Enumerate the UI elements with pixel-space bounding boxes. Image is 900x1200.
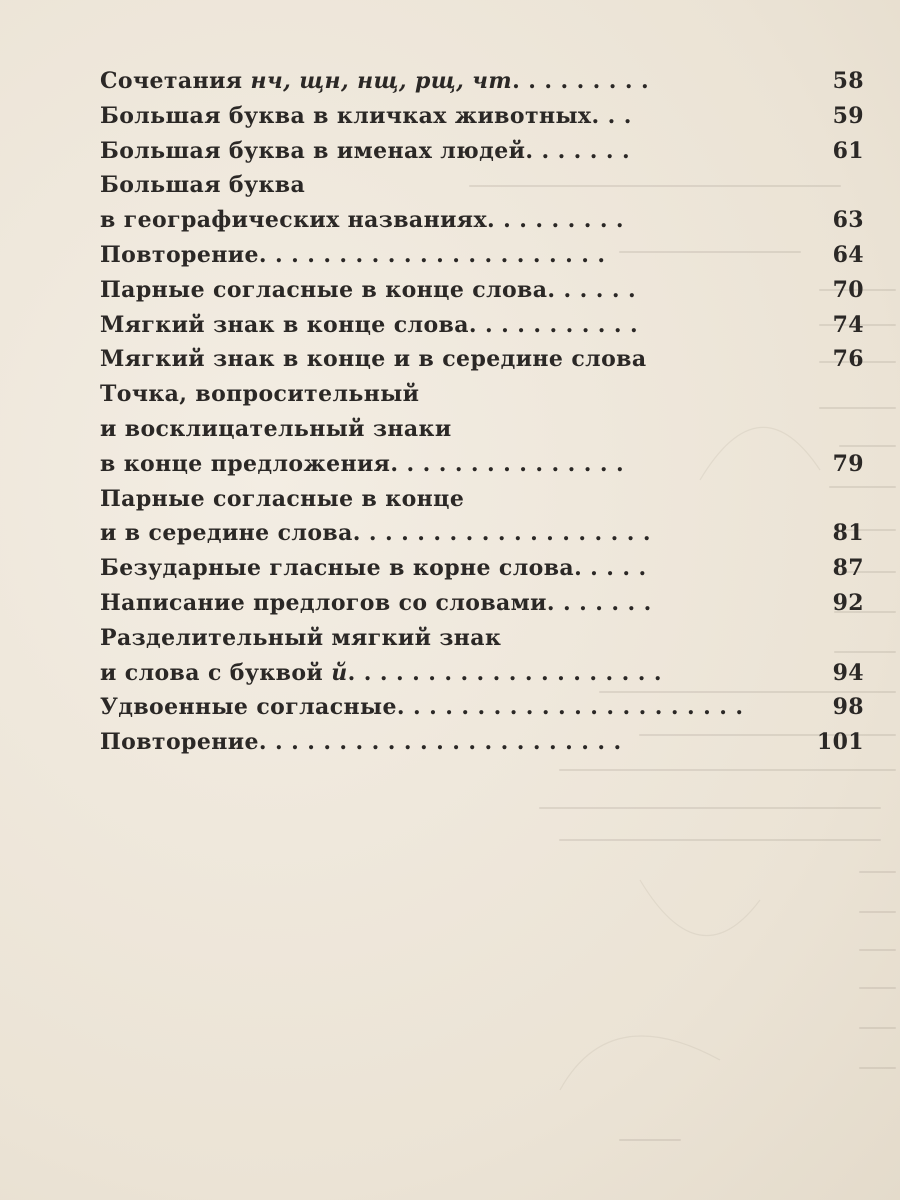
toc-entry-title: Безударные гласные в корне слова bbox=[100, 555, 575, 582]
toc-entry[interactable] bbox=[100, 551, 864, 586]
toc-entry-title: и в середине слова bbox=[100, 520, 353, 547]
toc-entry-line bbox=[100, 482, 864, 517]
toc-entry-title: Мягкий знак в конце слова bbox=[100, 311, 469, 338]
toc-entry-title: Большая буква в кличках животных bbox=[100, 102, 592, 129]
toc-entry-title: Большая буква в именах людей bbox=[100, 137, 526, 164]
toc-entry-line bbox=[100, 551, 864, 586]
toc-entry-title: Большая буква bbox=[100, 172, 306, 199]
toc-entry-line bbox=[100, 168, 864, 203]
dot-leader: . . . . . . . bbox=[525, 137, 631, 164]
dot-leader: . . . . . . . . . bbox=[512, 68, 650, 94]
toc-entry[interactable] bbox=[100, 725, 864, 760]
toc-entry-line bbox=[100, 656, 864, 691]
toc-entry[interactable] bbox=[100, 64, 864, 99]
dot-leader: . . . . . . . . . . . . . . . . . . . . . . bbox=[396, 694, 744, 721]
toc-entry[interactable] bbox=[100, 308, 864, 343]
toc-entry-title: в географических названиях bbox=[100, 207, 487, 234]
toc-entry-line bbox=[100, 447, 864, 482]
toc-entry[interactable] bbox=[100, 482, 864, 552]
toc-entry-line bbox=[100, 621, 864, 656]
toc-entry[interactable] bbox=[100, 238, 864, 273]
toc-page-number: 81 bbox=[832, 520, 864, 547]
toc-page-number: 87 bbox=[832, 555, 864, 582]
dot-leader: . . . . . bbox=[574, 555, 647, 582]
toc-page-number: 64 bbox=[832, 241, 864, 268]
table-of-contents bbox=[100, 64, 864, 760]
toc-entry-title: и слова с буквой bbox=[100, 659, 332, 686]
toc-entry-line bbox=[100, 586, 864, 621]
toc-entry-title: Удвоенные согласные bbox=[100, 694, 397, 721]
toc-entry-title: Парные согласные в конце слова bbox=[100, 276, 548, 303]
dot-leader: . . . . . . . . . . . . . . . bbox=[390, 450, 625, 477]
toc-entry-line bbox=[100, 308, 864, 343]
toc-page-number: 94 bbox=[832, 659, 864, 686]
toc-entry-line bbox=[100, 412, 864, 447]
toc-page-number: 59 bbox=[832, 102, 864, 129]
toc-page-number: 74 bbox=[832, 311, 864, 338]
toc-entry-title: Сочетания bbox=[100, 68, 251, 94]
dot-leader: . . . . . . . . . . . bbox=[468, 311, 639, 338]
dot-leader: . . . . . . . . . . . . . . . . . . . . bbox=[347, 659, 662, 686]
dot-leader: . . . . . . . . . . . . . . . . . . . . . . . bbox=[258, 729, 622, 756]
toc-page-number: 70 bbox=[832, 276, 864, 303]
toc-page-number: 98 bbox=[832, 694, 864, 721]
toc-entry-title: Парные согласные в конце bbox=[100, 485, 465, 512]
toc-entry-title: Мягкий знак в конце и в середине слова bbox=[100, 346, 647, 373]
toc-entry[interactable] bbox=[100, 273, 864, 308]
toc-entry-title: и восклицательный знаки bbox=[100, 415, 452, 442]
toc-entry-italic: й bbox=[331, 659, 348, 686]
dot-leader: . . . . . . . . . bbox=[486, 207, 624, 234]
toc-entry-line bbox=[100, 99, 864, 134]
toc-entry-title: Повторение bbox=[100, 241, 259, 268]
toc-entry[interactable] bbox=[100, 621, 864, 691]
dot-leader: . . . . . . . . . . . . . . . . . . . . . . bbox=[258, 241, 606, 268]
toc-entry-title: Повторение bbox=[100, 729, 259, 756]
toc-entry-line bbox=[100, 64, 864, 99]
toc-entry-line bbox=[100, 342, 864, 377]
toc-entry-title: Точка, вопросительный bbox=[100, 381, 420, 408]
toc-entry-line bbox=[100, 690, 864, 725]
toc-entry[interactable] bbox=[100, 377, 864, 481]
toc-entry[interactable] bbox=[100, 342, 864, 377]
toc-entry[interactable] bbox=[100, 134, 864, 169]
dot-leader: . . . bbox=[591, 102, 632, 129]
toc-entry-line bbox=[100, 203, 864, 238]
toc-entry-title: Написание предлогов со словами bbox=[100, 589, 547, 616]
dot-leader: . . . . . . . bbox=[546, 589, 652, 616]
toc-page-number: 79 bbox=[832, 450, 864, 477]
toc-entry-italic: нч, щн, нщ, рщ, чт bbox=[250, 68, 513, 94]
toc-entry[interactable] bbox=[100, 586, 864, 621]
dot-leader: . . . . . . bbox=[547, 276, 637, 303]
toc-entry[interactable] bbox=[100, 168, 864, 238]
toc-page-number: 76 bbox=[832, 346, 864, 373]
toc-entry-title: Разделительный мягкий знак bbox=[100, 624, 502, 651]
toc-entry-line bbox=[100, 725, 864, 760]
toc-entry[interactable] bbox=[100, 690, 864, 725]
toc-page-number: 61 bbox=[832, 137, 864, 164]
toc-entry-title: в конце предложения bbox=[100, 450, 391, 477]
toc-page-number: 58 bbox=[832, 68, 864, 94]
toc-entry-line bbox=[100, 238, 864, 273]
toc-entry-line bbox=[100, 377, 864, 412]
toc-entry-line bbox=[100, 134, 864, 169]
dot-leader: . . . . . . . . . . . . . . . . . . . bbox=[352, 520, 651, 547]
toc-entry-line bbox=[100, 273, 864, 308]
toc-entry-line bbox=[100, 516, 864, 551]
toc-page-number: 101 bbox=[816, 729, 864, 756]
toc-page-number: 63 bbox=[832, 207, 864, 234]
toc-page-number: 92 bbox=[832, 589, 864, 616]
dot-leader bbox=[647, 342, 805, 377]
toc-entry[interactable] bbox=[100, 99, 864, 134]
